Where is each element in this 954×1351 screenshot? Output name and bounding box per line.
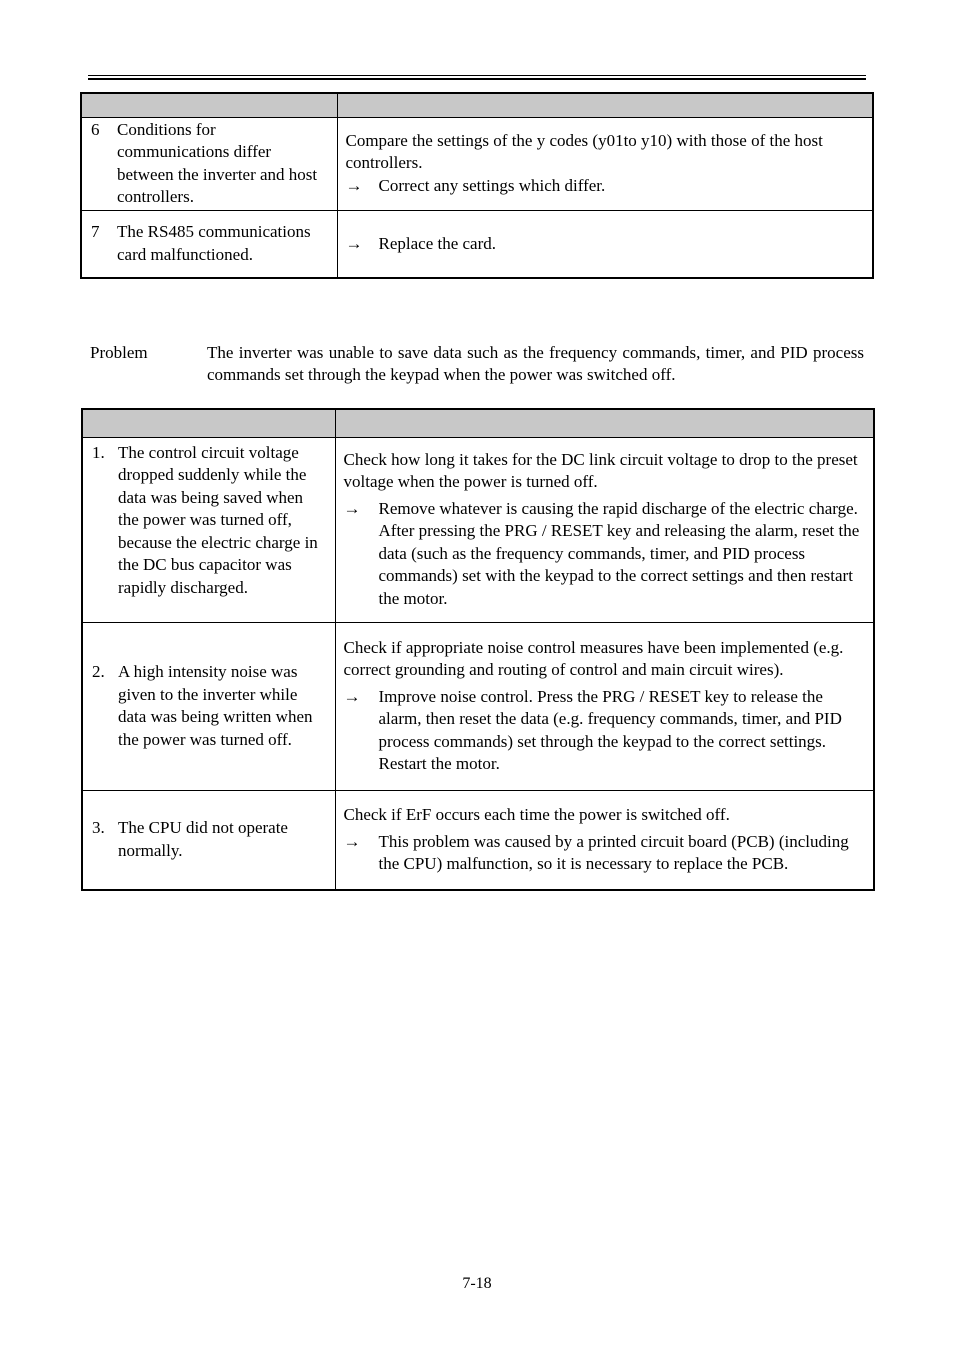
arrow-icon: → <box>343 498 361 518</box>
troubleshooting-table-communications <box>80 92 874 279</box>
cause-number: 1. <box>92 442 105 462</box>
page-number: 7-18 <box>462 1275 492 1292</box>
remedy-cell <box>337 210 873 278</box>
action-text: Remove whatever is causing the rapid discharge of the electric charge. After pressing the PRG / RESET key and releasing the alarm, reset the data (such as the frequency commands, timer, and PID process commands) set with the keypad to the correct settings and then restart the motor. <box>378 498 860 608</box>
check-text: Check if ErF occurs each time the power is switched off. <box>343 805 730 824</box>
table-row <box>82 437 874 622</box>
action-text: This problem was caused by a printed circuit board (PCB) (including the CPU) malfunction, so it is necessary to replace the PCB. <box>378 831 849 873</box>
arrow-icon: → <box>343 686 361 706</box>
troubleshooting-table-data-save <box>81 408 875 891</box>
arrow-icon: → <box>345 175 363 195</box>
header-remedy <box>337 93 873 117</box>
table-header-row <box>82 409 874 437</box>
problem-label: Problem <box>90 343 148 362</box>
problem-description: The inverter was unable to save data such as the frequency commands, timer, and PID process commands set through the keypad when the power was switched off. <box>207 343 864 384</box>
cause-text: The RS485 communications card malfunctioned. <box>117 222 311 264</box>
table-row <box>82 790 874 890</box>
check-text: Check how long it takes for the DC link circuit voltage to drop to the preset voltage when the power is turned off. <box>343 449 858 492</box>
header-cause <box>81 93 337 117</box>
remedy-cell <box>335 437 874 622</box>
table-row <box>81 210 873 278</box>
header-remedy <box>335 409 874 437</box>
cause-number: 7 <box>91 222 100 242</box>
cause-text: The CPU did not operate normally. <box>118 818 288 860</box>
header-rule-thin <box>88 75 866 76</box>
check-text: Compare the settings of the y codes (y01to y10) with those of the host controllers. <box>345 130 823 173</box>
action-text: Correct any settings which differ. <box>378 175 606 195</box>
table-header-row <box>81 93 873 117</box>
table-row <box>81 117 873 210</box>
cause-text: The control circuit voltage dropped suddenly while the data was being saved when the power was turned off, because the electric charge in the DC bus capacitor was rapidly discharged. <box>118 442 318 597</box>
action-text: Improve noise control. Press the PRG / RESET key to release the alarm, then reset the data (e.g. frequency commands, timer, and PID process commands) set through the keypad to the correct settings. Restart the motor. <box>378 686 842 773</box>
header-cause <box>82 409 335 437</box>
remedy-cell <box>335 790 874 890</box>
cause-cell <box>82 622 335 790</box>
cause-number: 2. <box>92 662 105 681</box>
cause-text: A high intensity noise was given to the inverter while data was being written when the power was turned off. <box>118 662 313 749</box>
cause-number: 6 <box>91 119 100 139</box>
cause-cell <box>81 117 337 210</box>
cause-cell <box>81 210 337 278</box>
cause-cell <box>82 437 335 622</box>
action-text: Replace the card. <box>378 233 497 253</box>
check-text: Check if appropriate noise control measures have been implemented (e.g. correct grounding and routing of control and main circuit wires). <box>343 637 844 679</box>
arrow-icon: → <box>343 831 361 851</box>
remedy-cell <box>337 117 873 210</box>
header-rule-thick <box>88 78 866 80</box>
cause-text: Conditions for communications differ between the inverter and host controllers. <box>117 119 318 206</box>
remedy-cell <box>335 622 874 790</box>
arrow-icon: → <box>345 233 363 253</box>
table-row <box>82 622 874 790</box>
cause-cell <box>82 790 335 890</box>
cause-number: 3. <box>92 818 105 838</box>
